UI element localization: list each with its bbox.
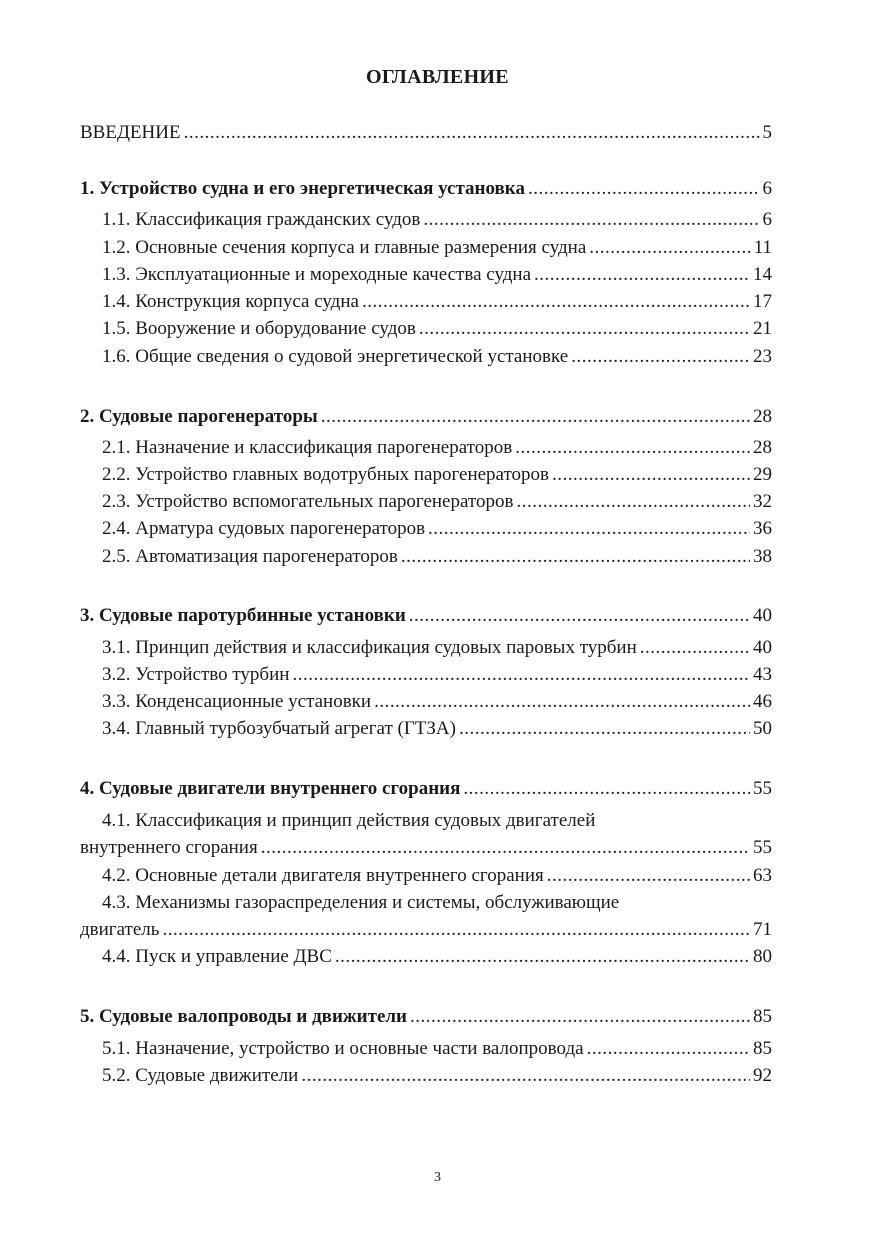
leader-dots (261, 836, 750, 860)
toc-page-number: 63 (753, 865, 772, 886)
section-title: 1.4. Конструкция корпуса судна (102, 291, 359, 312)
toc-page-number: 36 (753, 518, 772, 539)
toc-section-5-2 (102, 1064, 772, 1088)
toc-page-number: 80 (753, 946, 772, 967)
section-title: 2.3. Устройство вспомогательных парогенераторов (102, 491, 514, 512)
chapter-title: 3. Судовые паротурбинные установки (80, 605, 406, 626)
section-title: внутреннего сгорания (80, 837, 258, 858)
leader-dots (162, 918, 750, 942)
leader-dots (401, 545, 750, 569)
leader-dots (640, 636, 750, 660)
toc-page-number: 38 (753, 546, 772, 567)
leader-dots (515, 436, 750, 460)
leader-dots (321, 405, 750, 429)
toc-chapter-2 (80, 405, 772, 429)
toc-page-number: 28 (753, 406, 772, 427)
section-title: 1.3. Эксплуатационные и мореходные качества судна (102, 264, 532, 285)
section-title: 5.1. Назначение, устройство и основные части валопровода (102, 1038, 584, 1059)
toc-page-number: 46 (753, 691, 772, 712)
toc-chapter-4 (80, 777, 772, 801)
toc-section-3-2 (102, 663, 772, 687)
section-title: 4.2. Основные детали двигателя внутреннего сгорания (102, 865, 544, 886)
leader-dots (516, 490, 750, 514)
toc-page-number: 55 (753, 778, 772, 799)
leader-dots (587, 1037, 750, 1061)
leader-dots (184, 121, 760, 145)
toc-entry-label: ВВЕДЕНИЕ (80, 122, 181, 143)
leader-dots (419, 317, 750, 341)
toc-page-number: 32 (753, 491, 772, 512)
leader-dots (301, 1064, 750, 1088)
section-title: 1.2. Основные сечения корпуса и главные размерения судна (102, 237, 587, 258)
toc-section-2-2 (102, 463, 772, 487)
section-title: 3.4. Главный турбозубчатый агрегат (ГТЗА) (102, 718, 456, 739)
leader-dots (374, 690, 750, 714)
leader-dots (428, 517, 750, 541)
toc-page-number: 85 (753, 1038, 772, 1059)
leader-dots (362, 290, 750, 314)
toc-section-1-5 (102, 317, 772, 341)
toc-section-2-3 (102, 490, 772, 514)
toc-page-number: 5 (762, 122, 772, 143)
section-title: 3.2. Устройство турбин (102, 664, 290, 685)
leader-dots (410, 1005, 750, 1029)
toc-page-number: 29 (753, 464, 772, 485)
toc-page-number: 14 (753, 264, 772, 285)
section-title: 2.4. Арматура судовых парогенераторов (102, 518, 426, 539)
toc-section-1-1 (102, 208, 772, 232)
leader-dots (534, 263, 750, 287)
leader-dots (459, 717, 750, 741)
toc-section-1-4 (102, 290, 772, 314)
toc-chapter-3 (80, 604, 772, 628)
leader-dots (547, 864, 750, 888)
section-title: 3.1. Принцип действия и классификация судовых паровых турбин (102, 637, 637, 658)
section-title: 2.5. Автоматизация парогенераторов (102, 546, 398, 567)
toc-page-number: 43 (753, 664, 772, 685)
toc-section-5-1 (102, 1037, 772, 1061)
toc-page-number: 17 (753, 291, 772, 312)
toc-section-3-3 (102, 690, 772, 714)
toc-section-3-4 (102, 717, 772, 741)
toc-page-number: 6 (762, 178, 772, 199)
toc-page-number: 71 (753, 919, 772, 940)
leader-dots (409, 604, 750, 628)
toc-page-number: 40 (753, 637, 772, 658)
toc-page-number: 23 (753, 346, 772, 367)
chapter-title: 5. Судовые валопроводы и движители (80, 1006, 407, 1027)
page-title: ОГЛАВЛЕНИЕ (366, 66, 509, 88)
leader-dots (571, 345, 750, 369)
toc-section-4-3-line1: 4.3. Механизмы газораспределения и системы, обслуживающие (102, 892, 620, 913)
leader-dots (589, 236, 750, 260)
toc-chapter-1 (80, 177, 772, 201)
toc-page-number: 21 (753, 318, 772, 339)
toc-section-1-6 (102, 345, 772, 369)
leader-dots (528, 177, 760, 201)
leader-dots (335, 945, 750, 969)
toc-entry-intro (80, 121, 772, 145)
chapter-title: 1. Устройство судна и его энергетическая установка (80, 178, 525, 199)
toc-section-1-3 (102, 263, 772, 287)
leader-dots (423, 208, 759, 232)
toc-page-number: 55 (753, 837, 772, 858)
chapter-title: 4. Судовые двигатели внутреннего сгорания (80, 778, 461, 799)
toc-section-4-2 (102, 864, 772, 888)
toc-chapter-5 (80, 1005, 772, 1029)
section-title: 4.4. Пуск и управление ДВС (102, 946, 332, 967)
toc-section-2-1 (102, 436, 772, 460)
footer-page-number: 3 (434, 1170, 441, 1185)
section-title: 1.5. Вооружение и оборудование судов (102, 318, 416, 339)
leader-dots (463, 777, 750, 801)
toc-page-number: 50 (753, 718, 772, 739)
section-title: 2.2. Устройство главных водотрубных парогенераторов (102, 464, 550, 485)
toc-page-number: 6 (762, 209, 772, 230)
toc-section-4-1 (80, 836, 772, 860)
toc-page-number: 92 (753, 1065, 772, 1086)
toc-section-4-1-line1: 4.1. Классификация и принцип действия судовых двигателей (102, 810, 596, 831)
section-title: 5.2. Судовые движители (102, 1065, 299, 1086)
section-title: 1.1. Классификация гражданских судов (102, 209, 421, 230)
chapter-title: 2. Судовые парогенераторы (80, 406, 318, 427)
toc-section-2-4 (102, 517, 772, 541)
toc-page-number: 85 (753, 1006, 772, 1027)
leader-dots (552, 463, 750, 487)
section-title: 1.6. Общие сведения о судовой энергетической установке (102, 346, 569, 367)
toc-page-number: 28 (753, 437, 772, 458)
toc-page-number: 40 (753, 605, 772, 626)
toc-section-4-4 (102, 945, 772, 969)
section-title: двигатель (80, 919, 160, 940)
toc-section-4-3 (80, 918, 772, 942)
toc-section-3-1 (102, 636, 772, 660)
toc-section-2-5 (102, 545, 772, 569)
leader-dots (292, 663, 750, 687)
toc-page-number: 11 (753, 237, 772, 258)
section-title: 2.1. Назначение и классификация парогенераторов (102, 437, 513, 458)
section-title: 3.3. Конденсационные установки (102, 691, 372, 712)
toc-section-1-2 (102, 236, 772, 260)
